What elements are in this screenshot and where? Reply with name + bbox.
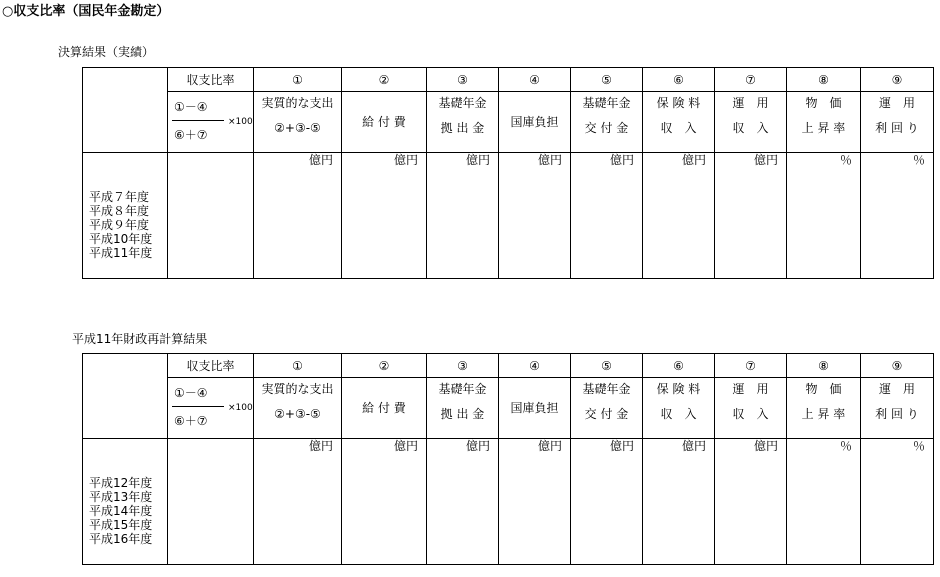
col-6: ⑥ bbox=[643, 354, 715, 378]
sub-9: 運 用 利 回 り bbox=[861, 378, 934, 439]
sub-9: 運 用 利 回 り bbox=[861, 92, 934, 153]
formula-denominator: ⑥＋⑦ bbox=[174, 414, 208, 428]
col-4: ④ bbox=[499, 68, 571, 92]
formula-multiplier: ×100 bbox=[228, 117, 253, 127]
subheader-row bbox=[83, 378, 934, 439]
unit-oku: 億円 bbox=[499, 153, 571, 279]
sub-4: 国庫負担 bbox=[499, 378, 571, 439]
sub-2: 給 付 費 bbox=[342, 92, 427, 153]
table1 bbox=[82, 67, 934, 279]
table2 bbox=[82, 353, 934, 565]
col-7: ⑦ bbox=[715, 354, 787, 378]
year-item: 平成13年度 bbox=[89, 490, 153, 504]
sub-6: 保 険 料 収 入 bbox=[643, 92, 715, 153]
unit-oku: 億円 bbox=[254, 439, 342, 565]
sub-1: 実質的な支出 ②+③-⑤ bbox=[254, 92, 342, 153]
unit-oku: 億円 bbox=[254, 153, 342, 279]
unit-oku: 億円 bbox=[715, 153, 787, 279]
unit-pct: ％ bbox=[861, 153, 934, 279]
col-4: ④ bbox=[499, 354, 571, 378]
sub-2: 給 付 費 bbox=[342, 378, 427, 439]
sub-3: 基礎年金 拠 出 金 bbox=[427, 378, 499, 439]
col-3: ③ bbox=[427, 354, 499, 378]
col-ratio: 収支比率 bbox=[168, 354, 254, 378]
unit-oku: 億円 bbox=[643, 439, 715, 565]
table2-caption: 平成11年財政再計算結果 bbox=[72, 332, 208, 346]
year-item: 平成７年度 bbox=[89, 190, 150, 204]
ratio-formula bbox=[168, 378, 254, 439]
year-item: 平成15年度 bbox=[89, 518, 153, 532]
formula-numerator: ①－④ bbox=[174, 386, 208, 400]
year-item: 平成11年度 bbox=[89, 246, 153, 260]
sub-6: 保 険 料 収 入 bbox=[643, 378, 715, 439]
year-item: 平成８年度 bbox=[89, 204, 150, 218]
table1-caption: 決算結果（実績） bbox=[58, 45, 155, 59]
year-item: 平成９年度 bbox=[89, 218, 150, 232]
unit-pct: ％ bbox=[787, 439, 861, 565]
formula-denominator: ⑥＋⑦ bbox=[174, 128, 208, 142]
col-1: ① bbox=[254, 354, 342, 378]
unit-oku: 億円 bbox=[342, 153, 427, 279]
col-ratio: 収支比率 bbox=[168, 68, 254, 92]
unit-oku: 億円 bbox=[643, 153, 715, 279]
col-6: ⑥ bbox=[643, 68, 715, 92]
sub-4: 国庫負担 bbox=[499, 92, 571, 153]
sub-8: 物 価 上 昇 率 bbox=[787, 92, 861, 153]
col-2: ② bbox=[342, 354, 427, 378]
unit-oku: 億円 bbox=[499, 439, 571, 565]
col-8: ⑧ bbox=[787, 354, 861, 378]
col-9: ⑨ bbox=[861, 68, 934, 92]
col-5: ⑤ bbox=[571, 68, 643, 92]
ratio-value-cell bbox=[168, 439, 254, 565]
col-8: ⑧ bbox=[787, 68, 861, 92]
unit-oku: 億円 bbox=[342, 439, 427, 565]
year-list bbox=[83, 439, 168, 565]
col-5: ⑤ bbox=[571, 354, 643, 378]
sub-5: 基礎年金 交 付 金 bbox=[571, 378, 643, 439]
data-row bbox=[83, 439, 934, 565]
formula-numerator: ①－④ bbox=[174, 100, 208, 114]
data-row bbox=[83, 153, 934, 279]
ratio-value-cell bbox=[168, 153, 254, 279]
unit-oku: 億円 bbox=[715, 439, 787, 565]
unit-oku: 億円 bbox=[427, 153, 499, 279]
col-7: ⑦ bbox=[715, 68, 787, 92]
formula-multiplier: ×100 bbox=[228, 403, 253, 413]
sub-3: 基礎年金 拠 出 金 bbox=[427, 92, 499, 153]
sub-8: 物 価 上 昇 率 bbox=[787, 378, 861, 439]
unit-oku: 億円 bbox=[571, 439, 643, 565]
page-title: ○収支比率（国民年金勘定） bbox=[2, 4, 170, 19]
sub-7: 運 用 収 入 bbox=[715, 92, 787, 153]
year-list bbox=[83, 153, 168, 279]
year-item: 平成16年度 bbox=[89, 532, 153, 546]
fraction-bar bbox=[172, 120, 224, 121]
sub-1: 実質的な支出 ②+③-⑤ bbox=[254, 378, 342, 439]
header-row bbox=[83, 68, 934, 92]
col-1: ① bbox=[254, 68, 342, 92]
subheader-row bbox=[83, 92, 934, 153]
sub-5: 基礎年金 交 付 金 bbox=[571, 92, 643, 153]
corner-cell bbox=[83, 354, 168, 439]
unit-oku: 億円 bbox=[427, 439, 499, 565]
fraction-bar bbox=[172, 406, 224, 407]
unit-oku: 億円 bbox=[571, 153, 643, 279]
sub-7: 運 用 収 入 bbox=[715, 378, 787, 439]
year-item: 平成12年度 bbox=[89, 476, 153, 490]
col-3: ③ bbox=[427, 68, 499, 92]
year-item: 平成10年度 bbox=[89, 232, 153, 246]
ratio-formula bbox=[168, 92, 254, 153]
unit-pct: ％ bbox=[787, 153, 861, 279]
corner-cell bbox=[83, 68, 168, 153]
col-9: ⑨ bbox=[861, 354, 934, 378]
col-2: ② bbox=[342, 68, 427, 92]
year-item: 平成14年度 bbox=[89, 504, 153, 518]
header-row bbox=[83, 354, 934, 378]
unit-pct: ％ bbox=[861, 439, 934, 565]
